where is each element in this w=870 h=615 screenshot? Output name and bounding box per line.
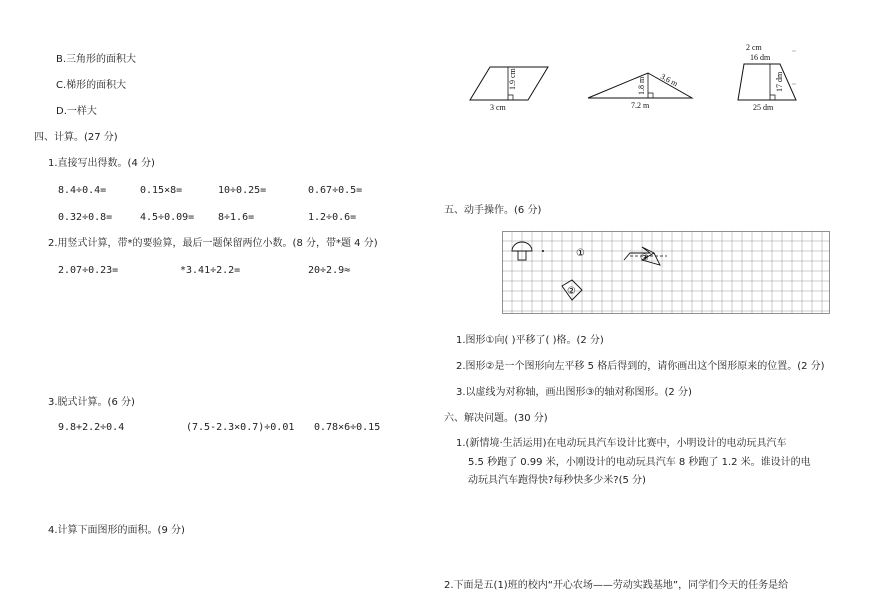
shape-1-label: ① <box>576 248 585 259</box>
q3-title: 3.脱式计算。(6 分) <box>48 397 135 408</box>
q1-title: 1.直接写出得数。(4 分) <box>48 158 155 169</box>
q1-item: 8.4÷0.4= <box>58 185 107 196</box>
q6-2: 2.下面是五(1)班的校内“开心农场——劳动实践基地”，同学们今天的任务是给 <box>444 580 789 591</box>
q3-item: (7.5-2.3×0.7)÷0.01 <box>186 422 295 433</box>
section-6-title: 六、解决问题。(30 分) <box>444 413 548 424</box>
para-height-label: 1.9 cm <box>508 68 517 90</box>
q3-item: 0.78×6÷0.15 <box>314 422 381 433</box>
trap-small-label: 2 cm <box>746 43 762 52</box>
trapezoid-figure <box>738 43 796 112</box>
q4-title: 4.计算下面图形的面积。(9 分) <box>48 525 185 536</box>
q5-1: 1.图形①向( )平移了( )格。(2 分) <box>456 335 604 346</box>
q1-item: 8÷1.6= <box>218 212 255 223</box>
q1-item: 0.32÷0.8= <box>58 212 113 223</box>
q1-item: 4.5÷0.09= <box>140 212 195 223</box>
shape-2-label: ② <box>567 286 576 297</box>
option-d: D.一样大 <box>56 106 97 117</box>
q6-1-line3: 动玩具汽车跑得快?每秒快多少米?(5 分) <box>468 475 646 486</box>
q1-item: 0.67÷0.5= <box>308 185 363 196</box>
trap-height-label: 17 dm <box>775 71 784 92</box>
q5-2: 2.图形②是一个图形向左平移 5 格后得到的，请你画出这个图形原来的位置。(2 分) <box>456 361 825 372</box>
shape-3-label: ③ <box>640 253 649 264</box>
q6-1-line2: 5.5 秒跑了 0.99 米，小刚设计的电动玩具汽车 8 秒跑了 1.2 米。谁设计的电 <box>468 457 811 468</box>
triangle-figure <box>588 72 692 110</box>
section-4-title: 四、计算。(27 分) <box>34 132 118 143</box>
q1-item: 1.2÷0.6= <box>308 212 357 223</box>
trap-base-label: 25 dm <box>753 103 774 112</box>
trap-top-label: 16 dm <box>750 53 771 62</box>
q2-item: *3.41÷2.2= <box>180 265 241 276</box>
q1-item: 10÷0.25= <box>218 185 267 196</box>
q2-item: 2.07÷0.23= <box>58 265 119 276</box>
tri-base-label: 7.2 m <box>631 101 650 110</box>
para-base-label: 3 cm <box>490 103 506 112</box>
option-c: C.梯形的面积大 <box>56 80 127 91</box>
area-figures <box>460 40 840 120</box>
q2-title: 2.用竖式计算，带*的要验算，最后一题保留两位小数。(8 分，带*题 4 分) <box>48 238 378 249</box>
q6-1-line1: 1.(新情境·生活运用)在电动玩具汽车设计比赛中，小明设计的电动玩具汽车 <box>456 438 787 449</box>
section-5-title: 五、动手操作。(6 分) <box>444 205 542 216</box>
tri-height-label: 1.8 m <box>637 76 646 95</box>
parallelogram-figure <box>470 67 548 112</box>
option-b: B.三角形的面积大 <box>56 54 137 65</box>
q3-item: 9.8+2.2÷0.4 <box>58 422 125 433</box>
tri-side-label: 3.6 m <box>659 71 680 89</box>
grid-figure <box>502 231 830 314</box>
q2-item: 20÷2.9≈ <box>308 265 351 276</box>
q1-item: 0.15×8= <box>140 185 183 196</box>
q5-3: 3.以虚线为对称轴，画出图形③的轴对称图形。(2 分) <box>456 387 692 398</box>
